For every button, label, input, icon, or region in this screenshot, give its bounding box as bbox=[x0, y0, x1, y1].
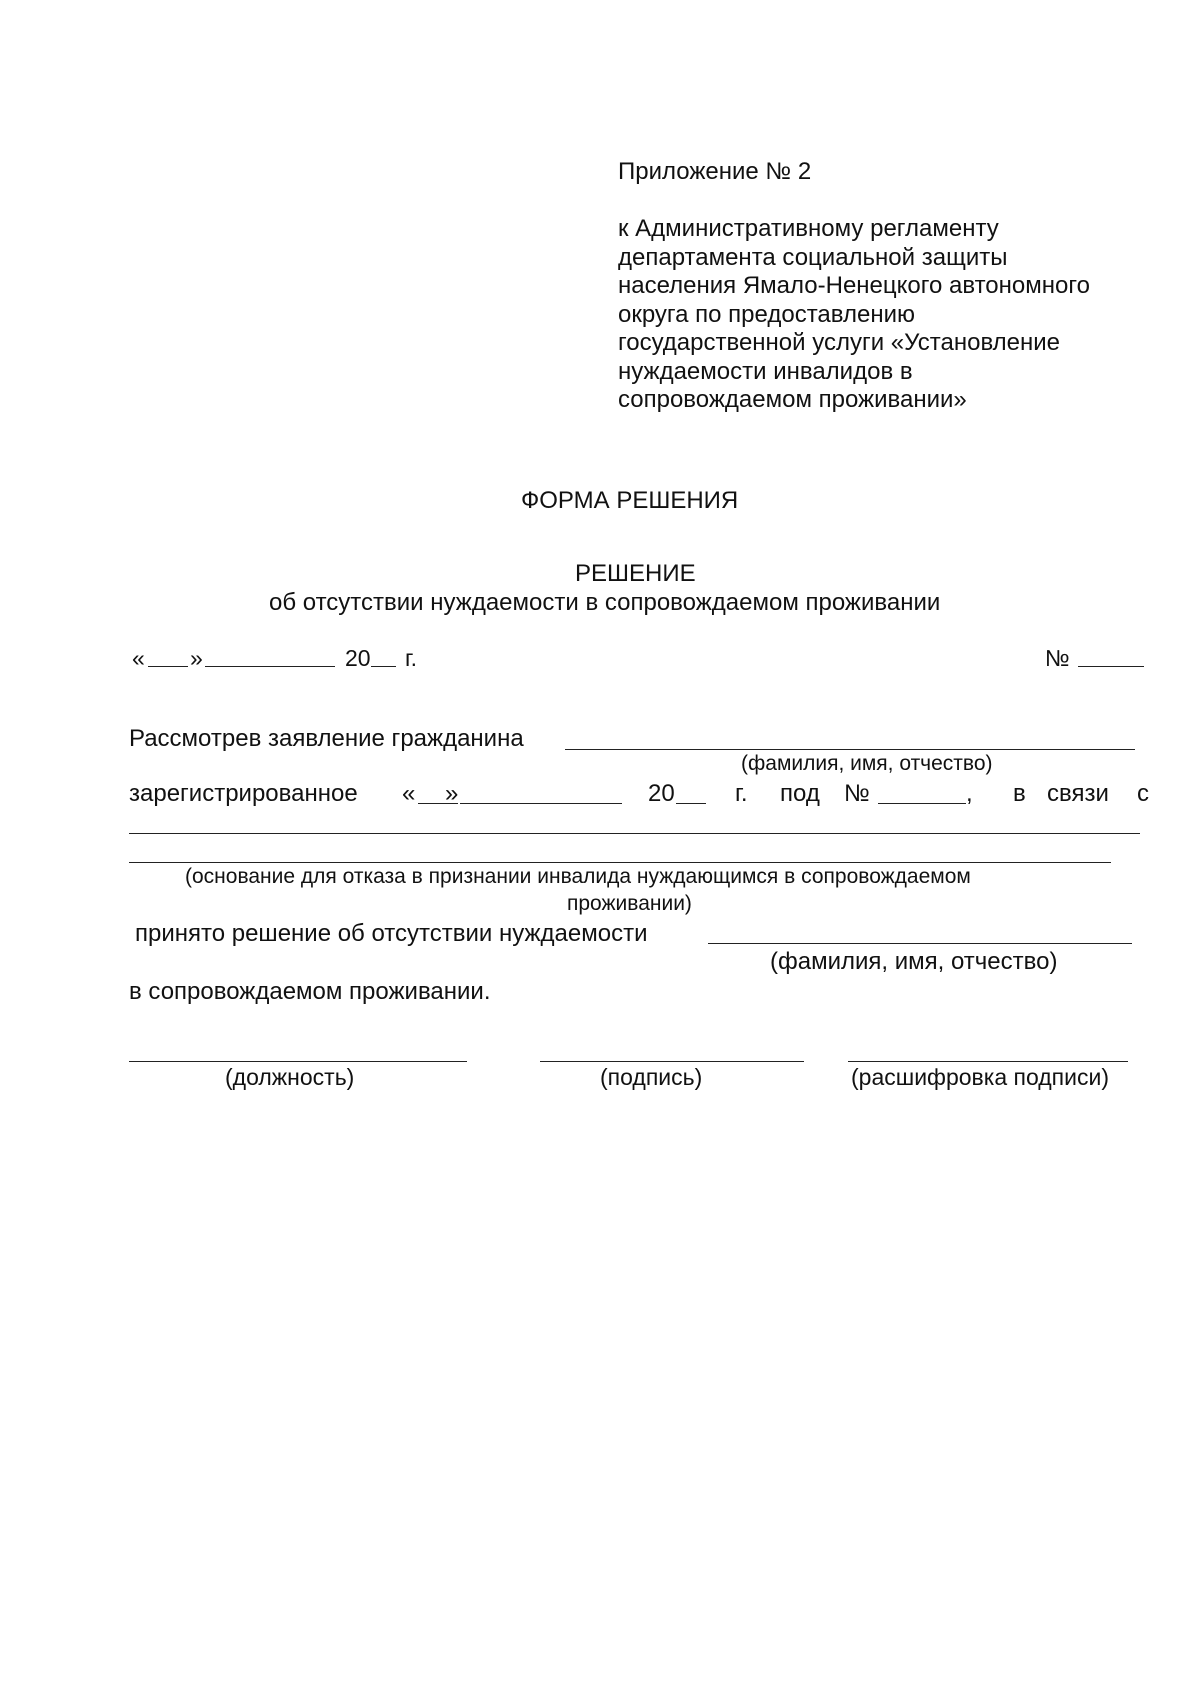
signature-blank[interactable] bbox=[540, 1061, 804, 1062]
decision-title: РЕШЕНИЕ bbox=[575, 560, 696, 587]
appendix-line: государственной услуги «Установление bbox=[618, 329, 1061, 356]
reg-connection: связи bbox=[1047, 780, 1109, 807]
in-accompanied-text: в сопровождаемом проживании. bbox=[129, 978, 491, 1005]
appendix-line: округа по предоставлению bbox=[618, 300, 915, 328]
appendix-reference bbox=[618, 215, 1090, 415]
decoding-label: (расшифровка подписи) bbox=[851, 1064, 1109, 1090]
form-title: ФОРМА РЕШЕНИЯ bbox=[521, 487, 739, 514]
reg-year-blank[interactable] bbox=[676, 803, 706, 804]
citizen-name-blank[interactable] bbox=[565, 749, 1135, 750]
appendix-line: населения Ямало-Ненецкого автономного bbox=[618, 272, 1090, 299]
registered-text: зарегистрированное bbox=[129, 780, 358, 807]
position-label: (должность) bbox=[225, 1064, 355, 1090]
date-month-blank[interactable] bbox=[205, 666, 335, 667]
person-name-blank[interactable] bbox=[708, 943, 1132, 944]
appendix-title: Приложение № 2 bbox=[618, 158, 812, 185]
considered-text: Рассмотрев заявление гражданина bbox=[129, 725, 524, 752]
reg-number-label: № bbox=[844, 780, 870, 807]
reg-g: г. bbox=[735, 780, 748, 807]
reg-year-prefix: 20 bbox=[648, 780, 675, 807]
fio-hint-2: (фамилия, имя, отчество) bbox=[770, 948, 1058, 975]
signature-label: (подпись) bbox=[600, 1064, 703, 1090]
reason-blank-1[interactable] bbox=[129, 833, 1140, 834]
date-day-blank[interactable] bbox=[148, 666, 188, 667]
decision-made-text: принято решение об отсутствии нуждаемости bbox=[135, 920, 648, 947]
reg-open-quote: « bbox=[402, 780, 416, 807]
date-year-prefix: 20 bbox=[345, 645, 371, 671]
fio-hint: (фамилия, имя, отчество) bbox=[741, 752, 993, 775]
reg-under: под bbox=[780, 780, 820, 807]
date-year-suffix: г. bbox=[405, 645, 417, 671]
position-blank[interactable] bbox=[129, 1061, 467, 1062]
reg-close-quote: » bbox=[445, 780, 459, 807]
reg-with: с bbox=[1137, 780, 1149, 807]
appendix-line: департамента социальной защиты bbox=[618, 243, 1008, 271]
reason-hint-line-2: проживании) bbox=[567, 892, 692, 915]
reg-in: в bbox=[1013, 780, 1026, 807]
decision-subtitle: об отсутствии нуждаемости в сопровождаемом проживании bbox=[269, 589, 941, 616]
appendix-line: нуждаемости инвалидов в bbox=[618, 357, 913, 385]
reg-comma: , bbox=[966, 780, 973, 807]
decoding-blank[interactable] bbox=[848, 1061, 1128, 1062]
number-label: № bbox=[1045, 645, 1070, 671]
reg-month-blank[interactable] bbox=[460, 803, 622, 804]
reason-blank-2[interactable] bbox=[129, 862, 1111, 863]
appendix-line: сопровождаемом проживании» bbox=[618, 386, 967, 413]
appendix-line: к Административному регламенту bbox=[618, 215, 999, 242]
date-open-quote: « bbox=[132, 645, 145, 671]
number-blank[interactable] bbox=[1078, 666, 1144, 667]
date-close-quote: » bbox=[190, 645, 203, 671]
reason-hint-line-1: (основание для отказа в признании инвалида нуждающимся в сопровождаемом bbox=[185, 865, 971, 888]
date-year-blank[interactable] bbox=[371, 666, 396, 667]
reg-number-blank[interactable] bbox=[878, 803, 966, 804]
